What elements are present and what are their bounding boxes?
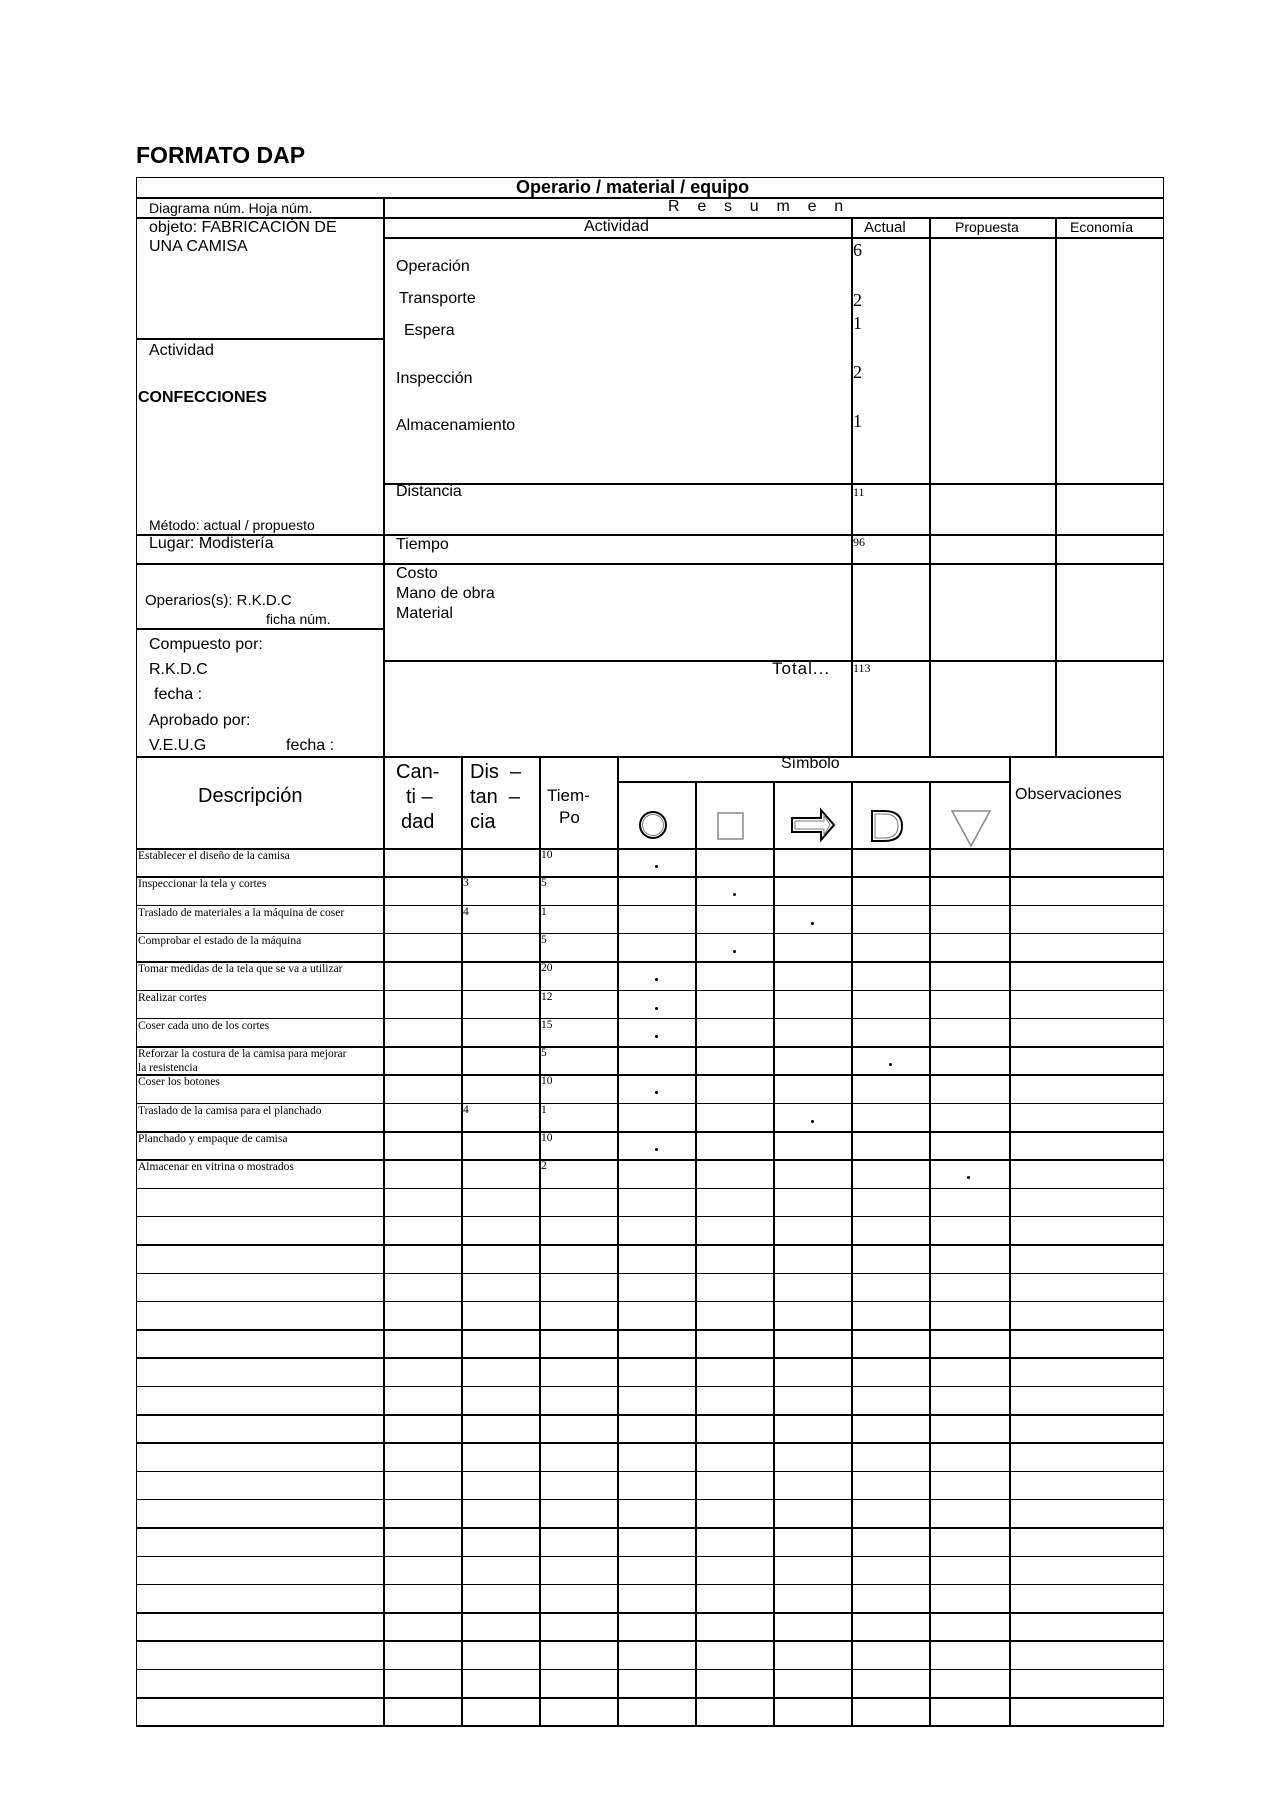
summary-col-propuesta: Propuesta — [955, 219, 1019, 235]
summary-inspeccion-value: 2 — [853, 362, 862, 382]
col-distancia-2: tan – — [470, 786, 521, 808]
row-description: Establecer el diseño de la camisa — [138, 850, 290, 862]
table-row-line — [136, 1442, 1164, 1444]
row-time: 5 — [541, 933, 547, 946]
summary-tiempo-value: 96 — [853, 535, 865, 549]
row-time: 20 — [541, 962, 553, 975]
row-symbol-mark — [655, 865, 658, 868]
header-frame — [136, 177, 1164, 758]
row-description: Traslado de materiales a la máquina de coser — [138, 906, 345, 919]
row-distance: 3 — [463, 877, 469, 890]
col-cantidad-1: Can- — [396, 761, 440, 783]
operarios-label: Operarios(s): R.K.D.C — [145, 592, 292, 609]
col-tiempo-2: Po — [559, 808, 580, 827]
metodo-label: Método: actual / propuesto — [149, 517, 315, 533]
table-col-line — [461, 756, 463, 1725]
row-description: Realizar cortes — [138, 991, 207, 1004]
table-row-line — [136, 1301, 1164, 1303]
summary-espera: Espera — [404, 322, 455, 339]
summary-tiempo: Tiempo — [396, 536, 449, 553]
row-symbol-mark — [733, 950, 736, 953]
lugar-label: Lugar: Modistería — [149, 535, 274, 552]
document-title: FORMATO DAP — [136, 142, 306, 168]
objeto-line2: UNA CAMISA — [149, 238, 248, 255]
row-description: Traslado de la camisa para el planchado — [138, 1104, 322, 1117]
fecha2-label: fecha : — [286, 737, 335, 754]
summary-operacion-value: 6 — [853, 240, 862, 260]
summary-espera-value: 1 — [853, 313, 862, 333]
summary-distancia: Distancia — [396, 483, 462, 500]
row-time: 10 — [541, 849, 553, 861]
table-row-line — [136, 1414, 1164, 1416]
summary-almacenamiento: Almacenamiento — [396, 417, 516, 434]
table-row-line — [136, 1612, 1164, 1614]
summary-total-value: 113 — [853, 661, 871, 675]
line-operarios-bottom — [136, 628, 383, 630]
table-row-line — [136, 1273, 1164, 1275]
table-row-line — [136, 1018, 1164, 1020]
table-col-line — [1009, 756, 1011, 1725]
diagram-label: Diagrama núm. Hoja núm. — [149, 200, 313, 216]
circle-symbol-icon — [640, 812, 666, 838]
table-row-line — [136, 1640, 1164, 1642]
row-description: Inspeccionar la tela y cortes — [138, 878, 267, 891]
row-symbol-mark — [655, 1148, 658, 1151]
table-row-line — [136, 1697, 1164, 1699]
summary-transporte-value: 2 — [853, 290, 862, 310]
actividad-label: Actividad — [149, 342, 214, 359]
col-descripcion: Descripción — [198, 785, 303, 807]
triangle-symbol-icon — [952, 811, 990, 846]
summary-almacenamiento-value: 1 — [853, 411, 862, 431]
summary-col-actividad: Actividad — [584, 218, 649, 235]
col-propuesta-left — [929, 217, 931, 758]
ficha-label: ficha núm. — [266, 611, 331, 627]
line-distancia-bottom — [136, 534, 1164, 536]
square-symbol-icon — [718, 813, 743, 839]
compuesto-name: R.K.D.C — [149, 661, 208, 678]
summary-material: Material — [396, 605, 453, 622]
row-symbol-mark — [811, 922, 814, 925]
table-row-line — [136, 1499, 1164, 1501]
summary-costo: Costo — [396, 565, 438, 582]
table-row-line — [136, 1074, 1164, 1076]
table-col-line — [539, 756, 541, 1725]
col-distancia-1: Dis – — [470, 761, 522, 783]
col-observaciones: Observaciones — [1015, 786, 1122, 803]
line-tiempo-bottom — [136, 563, 1164, 565]
header-top-title: Operario / material / equipo — [516, 177, 750, 197]
table-row-line — [136, 1725, 1164, 1727]
table-row-line — [136, 990, 1164, 992]
col-cantidad-2: ti – — [406, 786, 433, 808]
row-symbol-mark — [655, 1035, 658, 1038]
fecha1-label: fecha : — [154, 686, 203, 703]
table-col-line — [383, 756, 385, 1725]
table-row-line — [136, 1357, 1164, 1359]
table-row-line — [136, 1386, 1164, 1388]
table-row-line — [136, 1188, 1164, 1190]
aprobado-label: Aprobado por: — [149, 712, 251, 729]
line-objeto-bottom — [136, 338, 383, 340]
row-description: Coser los botones — [138, 1076, 220, 1089]
table-row-line — [136, 1244, 1164, 1246]
table-row-line — [136, 876, 1164, 878]
row-distance: 4 — [463, 1103, 469, 1116]
col-cantidad-3: dad — [401, 811, 435, 833]
d-symbol-icon — [872, 811, 902, 841]
table-row-line — [136, 1216, 1164, 1218]
line-activities-bottom — [383, 483, 1164, 485]
row-symbol-mark — [655, 1007, 658, 1010]
summary-transporte: Transporte — [399, 290, 476, 307]
symbol-icons — [617, 781, 1009, 848]
col-simbolo: Símbolo — [781, 755, 840, 772]
table-header-bottom — [136, 848, 1164, 850]
row-time: 2 — [541, 1160, 547, 1173]
row-time: 1 — [541, 905, 547, 918]
row-time: 15 — [541, 1018, 553, 1031]
row-description: Reforzar la costura de la camisa para mejorar — [138, 1048, 347, 1061]
table-col-line — [617, 756, 619, 1725]
summary-col-economia: Economía — [1070, 219, 1134, 235]
col-economia-left — [1055, 217, 1057, 758]
row-description: Planchado y empaque de camisa — [138, 1133, 288, 1145]
summary-distancia-value: 11 — [853, 485, 865, 499]
row-time: 12 — [541, 990, 553, 1003]
summary-operacion: Operación — [396, 258, 470, 275]
table-row-line — [136, 1556, 1164, 1558]
summary-total: Total... — [772, 659, 831, 678]
summary-col-actual: Actual — [864, 219, 906, 236]
table-row-line — [136, 1527, 1164, 1529]
col-left-divider — [383, 197, 385, 758]
row-distance: 4 — [463, 905, 469, 918]
row-time: 10 — [541, 1075, 553, 1088]
row-time: 5 — [541, 1047, 547, 1060]
table-row-line — [136, 1471, 1164, 1473]
table-row-line — [136, 1584, 1164, 1586]
row-description: Almacenar en vitrina o mostrados — [138, 1161, 294, 1174]
actividad-value: CONFECCIONES — [138, 389, 267, 406]
row-time: 5 — [541, 877, 547, 890]
row-description: Tomar medidas de la tela que se va a utilizar — [138, 963, 343, 976]
objeto-line1: objeto: FABRICACIÓN DE — [149, 219, 337, 236]
line-summary-header-bottom — [383, 237, 1164, 239]
resumen-label: R e s u m e n — [668, 198, 844, 215]
row-symbol-mark — [811, 1120, 814, 1123]
row-description-line2: la resistencia — [138, 1062, 198, 1075]
compuesto-label: Compuesto por: — [149, 636, 263, 653]
row-description: Coser cada uno de los cortes — [138, 1019, 270, 1032]
table-row-line — [136, 1669, 1164, 1671]
row-description: Comprobar el estado de la máquina — [138, 934, 302, 947]
arrow-symbol-icon — [792, 810, 834, 840]
table-row-line — [136, 1329, 1164, 1331]
row-time: 1 — [541, 1103, 547, 1116]
row-time: 10 — [541, 1132, 553, 1144]
table-row-line — [136, 1131, 1164, 1133]
summary-mano-obra: Mano de obra — [396, 585, 495, 602]
aprobado-name: V.E.U.G — [149, 737, 207, 754]
col-distancia-3: cia — [470, 811, 496, 833]
summary-inspeccion: Inspección — [396, 370, 473, 387]
col-tiempo-1: Tiem- — [547, 786, 590, 805]
